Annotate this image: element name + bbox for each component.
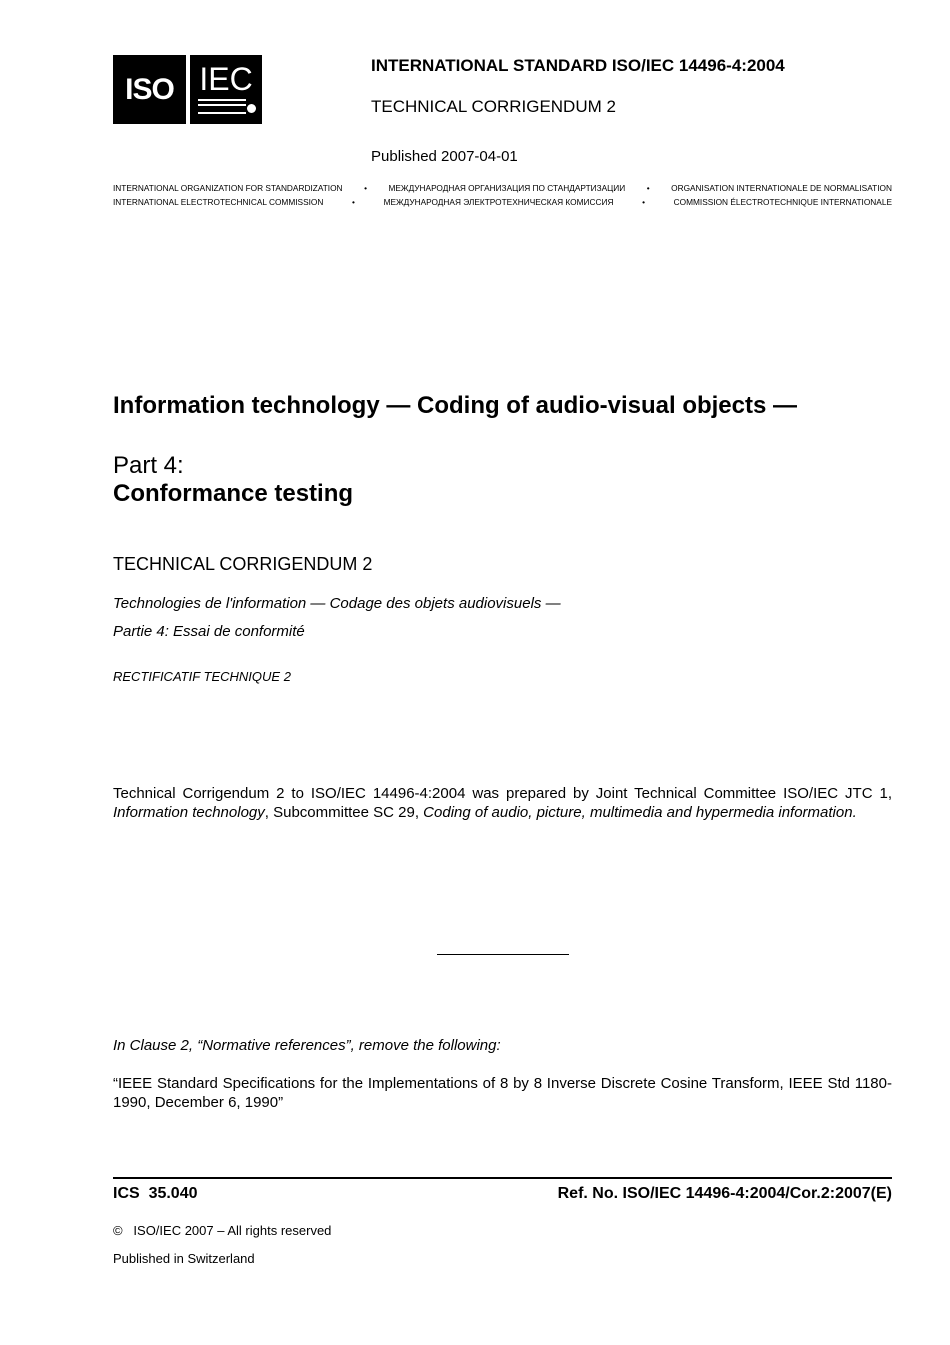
corrigendum-label: TECHNICAL CORRIGENDUM 2	[371, 97, 616, 116]
standard-title: INTERNATIONAL STANDARD ISO/IEC 14496-4:2004	[371, 56, 785, 75]
iso-logo-text: ISO	[125, 72, 174, 106]
separator-line	[437, 954, 569, 955]
org-row-1	[113, 183, 892, 193]
removed-reference: “IEEE Standard Specifications for the Implementations of 8 by 8 Inverse Discrete Cosine Transform, IEEE Std 1180-1990, December 6, 1990”	[113, 1075, 892, 1111]
footer-rule	[113, 1177, 892, 1179]
part-subtitle: Conformance testing	[113, 480, 354, 507]
org-name: COMMISSION ÉLECTROTECHNIQUE INTERNATIONALE	[673, 197, 892, 207]
org-name: МЕЖДУНАРОДНАЯ ОРГАНИЗАЦИЯ ПО СТАНДАРТИЗАЦИИ	[388, 183, 626, 193]
bullet: •	[364, 183, 367, 193]
french-corrigendum: RECTIFICATIF TECHNIQUE 2	[113, 669, 291, 684]
clause-instruction: In Clause 2, “Normative references”, remove the following:	[113, 1037, 501, 1054]
org-name: INTERNATIONAL ORGANIZATION FOR STANDARDIZATION	[113, 183, 343, 193]
iec-logo-text: IEC	[199, 61, 253, 97]
reference-number: Ref. No. ISO/IEC 14496-4:2004/Cor.2:2007(E)	[557, 1185, 892, 1202]
published-date: Published 2007-04-01	[371, 148, 518, 165]
iso-iec-logo	[113, 55, 262, 124]
corrigendum-heading: TECHNICAL CORRIGENDUM 2	[113, 554, 373, 574]
iso-logo	[113, 55, 186, 124]
org-name: МЕЖДУНАРОДНАЯ ЭЛЕКТРОТЕХНИЧЕСКАЯ КОМИССИЯ	[383, 197, 614, 207]
french-title: Technologies de l'information — Codage des objets audiovisuels —	[113, 595, 561, 612]
french-part: Partie 4: Essai de conformité	[113, 623, 305, 640]
org-row-2	[113, 197, 892, 207]
text: Technical Corrigendum 2 to ISO/IEC 14496-4:2004 was prepared by Joint Technical Committee ISO/IEC JTC 1,	[113, 785, 892, 802]
org-name: ORGANISATION INTERNATIONALE DE NORMALISATION	[671, 183, 892, 193]
part-label: Part 4:	[113, 452, 184, 479]
text: Information technology	[113, 803, 265, 821]
iec-logo	[190, 55, 262, 124]
bullet: •	[352, 197, 355, 207]
org-name: INTERNATIONAL ELECTROTECHNICAL COMMISSION	[113, 197, 324, 207]
text: Coding of audio, picture, multimedia and hypermedia information.	[423, 803, 857, 821]
bullet: •	[642, 197, 645, 207]
foreword-paragraph	[113, 785, 892, 822]
document-title: Information technology — Coding of audio-visual objects —	[113, 392, 798, 419]
text: , Subcommittee SC 29,	[264, 803, 424, 821]
copyright: © ISO/IEC 2007 – All rights reserved	[113, 1223, 332, 1238]
bullet: •	[646, 183, 650, 193]
ics-code: ICS 35.040	[113, 1185, 198, 1202]
published-in: Published in Switzerland	[113, 1251, 255, 1266]
